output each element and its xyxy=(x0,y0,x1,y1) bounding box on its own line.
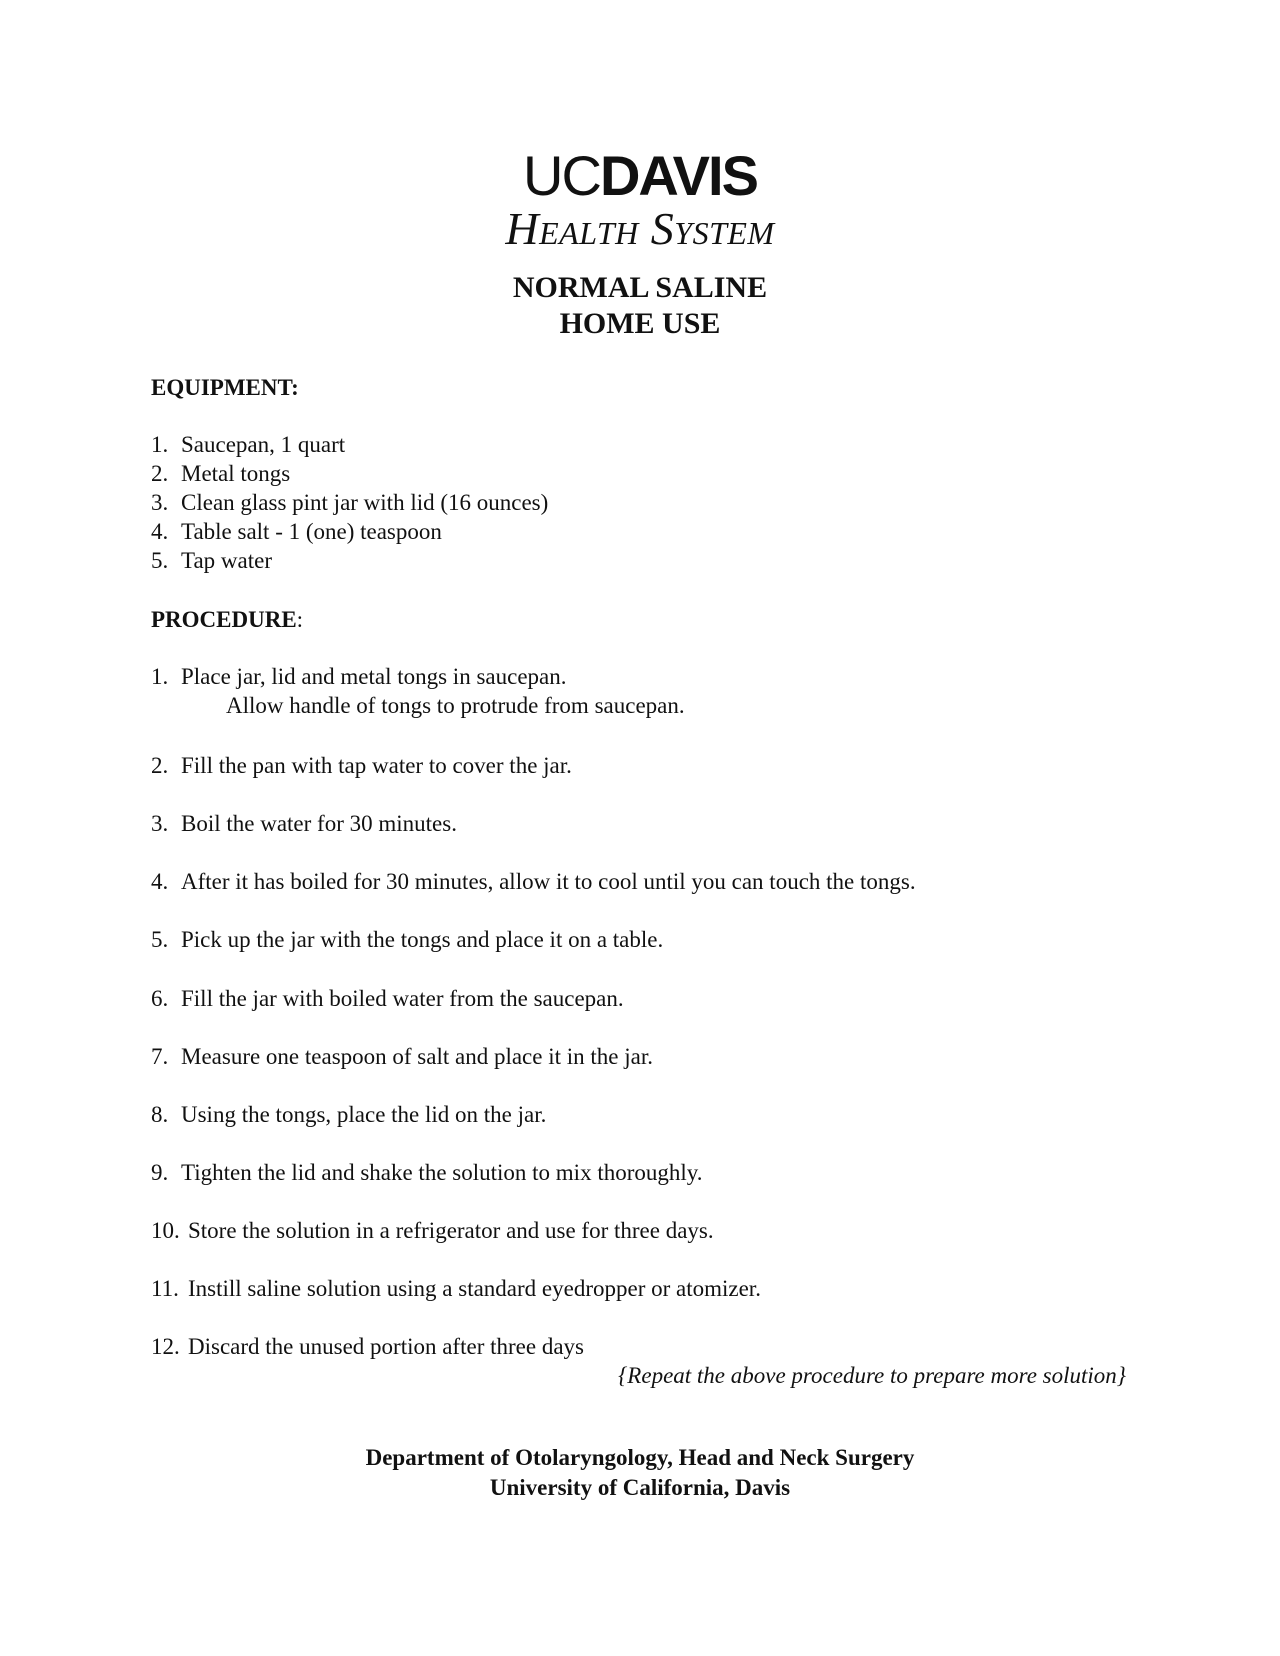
equipment-heading: EQUIPMENT: xyxy=(151,375,299,400)
list-number: 4. xyxy=(151,519,169,544)
procedure-step xyxy=(151,752,572,780)
list-text: Store the solution in a refrigerator and use for three days. xyxy=(188,1218,714,1243)
list-number: 7. xyxy=(151,1044,169,1069)
procedure-step xyxy=(151,868,916,896)
procedure-step xyxy=(151,1275,761,1303)
footer-department: Department of Otolaryngology, Head and Neck Surgery xyxy=(365,1445,915,1470)
list-text: After it has boiled for 30 minutes, allow it to cool until you can touch the tongs. xyxy=(181,869,916,894)
list-number: 10. xyxy=(151,1218,180,1243)
logo-uc: UC xyxy=(523,144,600,207)
procedure-step xyxy=(151,985,624,1013)
equipment-item xyxy=(151,460,290,488)
list-text: Using the tongs, place the lid on the jar. xyxy=(181,1102,547,1127)
list-text: Boil the water for 30 minutes. xyxy=(181,811,457,836)
list-text: Saucepan, 1 quart xyxy=(181,432,346,457)
list-text: Tap water xyxy=(181,548,272,573)
equipment-item xyxy=(151,431,345,459)
logo-davis: DAVIS xyxy=(599,144,757,207)
logo-health-system: Health System xyxy=(505,203,775,254)
list-number: 9. xyxy=(151,1160,169,1185)
procedure-step xyxy=(151,663,567,691)
procedure-heading xyxy=(151,606,303,634)
list-text: Metal tongs xyxy=(181,461,291,486)
list-number: 1. xyxy=(151,432,169,457)
procedure-step xyxy=(151,1043,653,1071)
procedure-step xyxy=(151,1333,584,1361)
list-number: 5. xyxy=(151,548,169,573)
list-number: 3. xyxy=(151,811,169,836)
list-text: Fill the pan with tap water to cover the jar. xyxy=(181,753,572,778)
procedure-step-subline: Allow handle of tongs to protrude from saucepan. xyxy=(226,693,685,718)
procedure-heading-text: PROCEDURE xyxy=(151,607,297,632)
procedure-step xyxy=(151,1101,546,1129)
list-text: Instill saline solution using a standard eyedropper or atomizer. xyxy=(188,1276,761,1301)
list-text: Measure one teaspoon of salt and place it in the jar. xyxy=(181,1044,653,1069)
list-text: Fill the jar with boiled water from the saucepan. xyxy=(181,986,624,1011)
list-text: Tighten the lid and shake the solution to mix thoroughly. xyxy=(181,1160,703,1185)
logo-wordmark xyxy=(523,144,757,207)
list-text: Place jar, lid and metal tongs in saucepan. xyxy=(181,664,567,689)
equipment-item xyxy=(151,489,548,517)
equipment-item xyxy=(151,518,442,546)
procedure-heading-colon: : xyxy=(296,607,304,632)
document-title-line1: NORMAL SALINE xyxy=(512,271,768,304)
procedure-step xyxy=(151,810,457,838)
procedure-step xyxy=(151,1217,714,1245)
list-number: 3. xyxy=(151,490,169,515)
list-number: 2. xyxy=(151,461,169,486)
list-number: 6. xyxy=(151,986,169,1011)
list-text: Discard the unused portion after three days xyxy=(188,1334,584,1359)
equipment-item xyxy=(151,547,272,575)
list-text: Table salt - 1 (one) teaspoon xyxy=(181,519,442,544)
list-number: 8. xyxy=(151,1102,169,1127)
list-text: Pick up the jar with the tongs and place it on a table. xyxy=(181,927,664,952)
procedure-step xyxy=(151,926,663,954)
ucdavis-health-system-logo xyxy=(0,144,1280,254)
list-number: 5. xyxy=(151,927,169,952)
footer-university: University of California, Davis xyxy=(489,1475,791,1500)
list-number: 2. xyxy=(151,753,169,778)
list-number: 4. xyxy=(151,869,169,894)
repeat-procedure-note: {Repeat the above procedure to prepare more solution} xyxy=(618,1363,1126,1388)
list-number: 12. xyxy=(151,1334,180,1359)
list-number: 1. xyxy=(151,664,169,689)
procedure-step xyxy=(151,1159,703,1187)
list-number: 11. xyxy=(151,1276,179,1301)
list-text: Clean glass pint jar with lid (16 ounces) xyxy=(181,490,549,515)
document-title-line2: HOME USE xyxy=(559,307,721,340)
